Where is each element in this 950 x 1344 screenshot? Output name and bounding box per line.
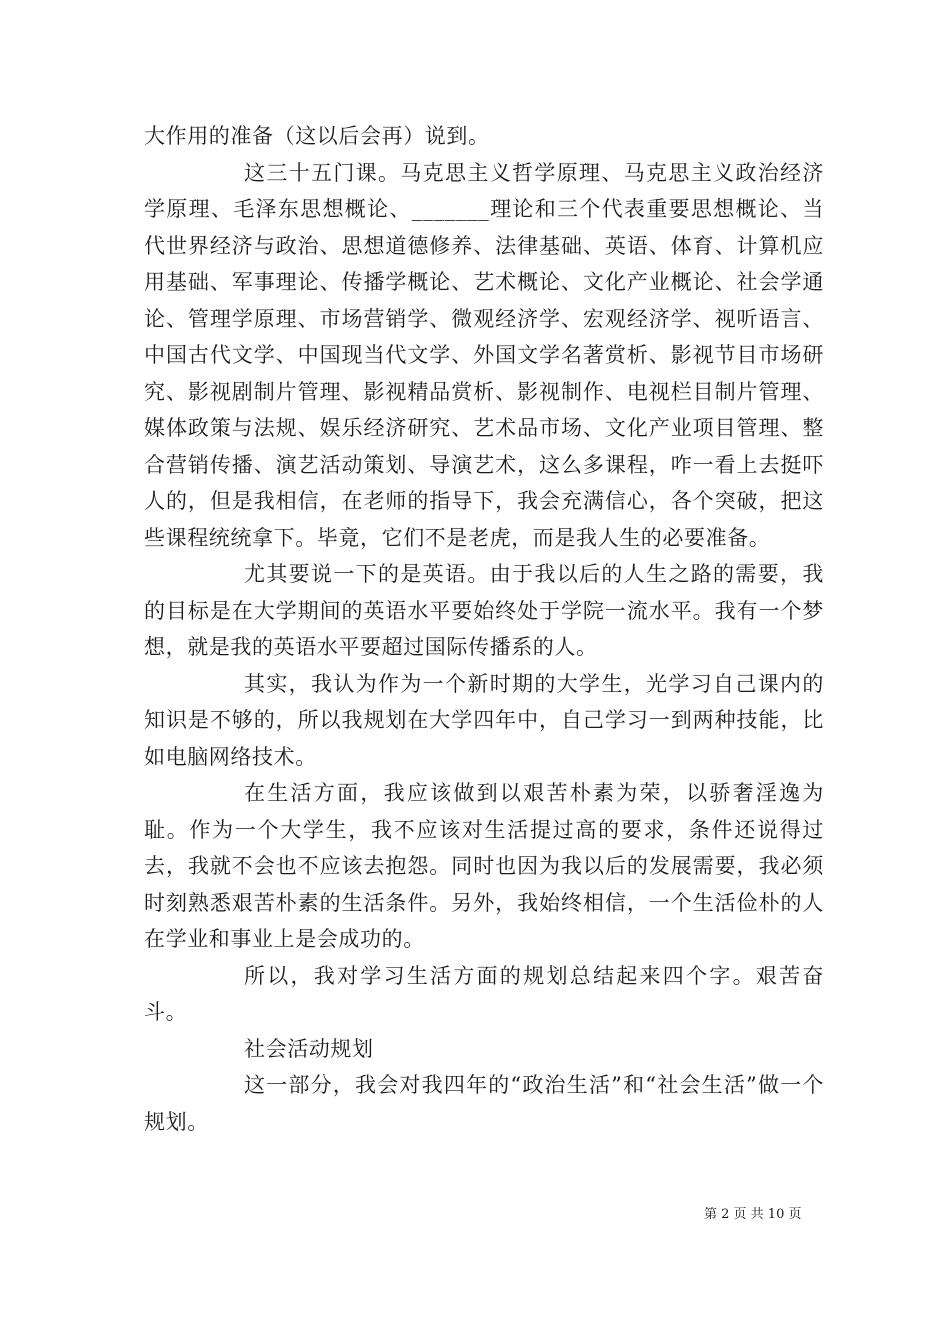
paragraph-summary: 所以，我对学习生活方面的规划总结起来四个字。艰苦奋斗。 xyxy=(144,963,824,1024)
paragraph-course-list: 这三十五门课。马克思主义哲学原理、马克思主义政治经济学原理、毛泽东思想概论、_______理论和三个代表重要思想概论、当代世界经济与政治、思想道德修养、法律基础、英语、体育、计算机应用基础、军事理论、传播学概论、艺术概论、文化产业概论、社会学通论、管理学原理、市场营销学、微观经济学、宏观经济学、视听语言、中国古代文学、中国现当代文学、外国文学名著赏析、影视节目市场研究、影视剧制片管理、影视精品赏析、影视制作、电视栏目制片管理、媒体政策与法规、娱乐经济研究、艺术品市场、文化产业项目管理、整合营销传播、演艺活动策划、导演艺术，这么多课程，咋一看上去挺吓人的，但是我相信，在老师的指导下，我会充满信心，各个突破，把这些课程统统拿下。毕竟，它们不是老虎，而是我人生的必要准备。 xyxy=(144,160,824,550)
paragraph-english: 尤其要说一下的是英语。由于我以后的人生之路的需要，我的目标是在大学期间的英语水平要始终处于学院一流水平。我有一个梦想，就是我的英语水平要超过国际传播系的人。 xyxy=(144,562,824,659)
paragraph-life: 在生活方面，我应该做到以艰苦朴素为荣，以骄奢淫逸为耻。作为一个大学生，我不应该对生活提过高的要求，条件还说得过去，我就不会也不应该去抱怨。同时也因为我以后的发展需要，我必须时刻熟悉艰苦朴素的生活条件。另外，我始终相信，一个生活俭朴的人在学业和事业上是会成功的。 xyxy=(144,781,824,951)
page-number-footer: 第 2 页 共 10 页 xyxy=(704,1207,802,1222)
section-heading-social-activity: 社会活动规划 xyxy=(244,1036,374,1061)
document-body xyxy=(144,118,824,1140)
paragraph-continuation: 大作用的准备（这以后会再）说到。 xyxy=(144,124,490,148)
paragraph-skills: 其实，我认为作为一个新时期的大学生，光学习自己课内的知识是不够的，所以我规划在大学四年中，自己学习一到两种技能，比如电脑网络技术。 xyxy=(144,671,824,769)
paragraph-social-intro: 这一部分，我会对我四年的“政治生活”和“社会生活”做一个规划。 xyxy=(144,1073,824,1134)
